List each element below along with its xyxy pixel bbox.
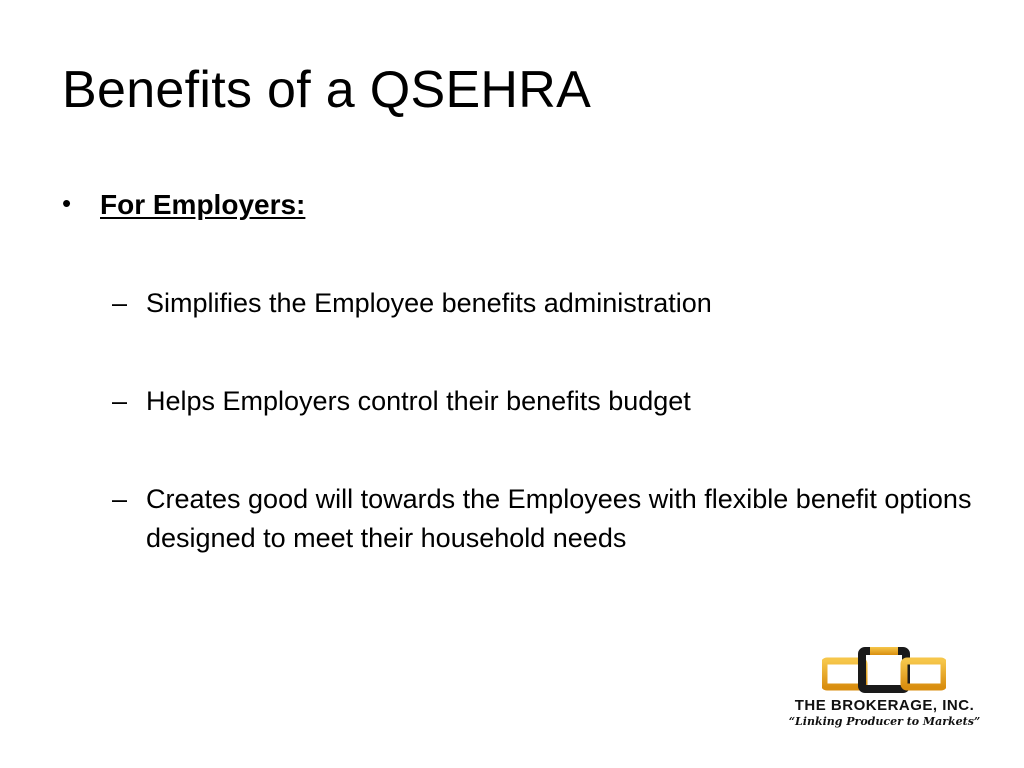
sub-bullet-text: Simplifies the Employee benefits administration bbox=[146, 288, 712, 318]
sub-bullet-text: Creates good will towards the Employees with flexible benefit options designed to meet their household needs bbox=[146, 484, 972, 554]
dash-icon: – bbox=[112, 288, 128, 318]
sub-bullet-item bbox=[112, 480, 972, 558]
logo-tagline: “Linking Producer to Markets” bbox=[788, 715, 981, 728]
slide-title: Benefits of a QSEHRA bbox=[62, 61, 592, 119]
bullet-icon: • bbox=[62, 188, 72, 218]
sub-bullet-item bbox=[112, 382, 972, 421]
company-logo bbox=[782, 645, 987, 735]
dash-icon: – bbox=[112, 484, 128, 515]
sub-bullet-item bbox=[112, 284, 972, 323]
logo-company-name: THE BROKERAGE, INC. bbox=[794, 697, 975, 714]
sub-bullet-list bbox=[112, 284, 972, 618]
chain-link-logo-icon bbox=[822, 645, 946, 697]
bullet-list bbox=[62, 188, 972, 554]
bullet-item-for-employers bbox=[62, 188, 962, 222]
section-heading: For Employers: bbox=[100, 189, 306, 220]
dash-icon: – bbox=[112, 386, 128, 417]
sub-bullet-text: Helps Employers control their benefits budget bbox=[146, 386, 691, 417]
